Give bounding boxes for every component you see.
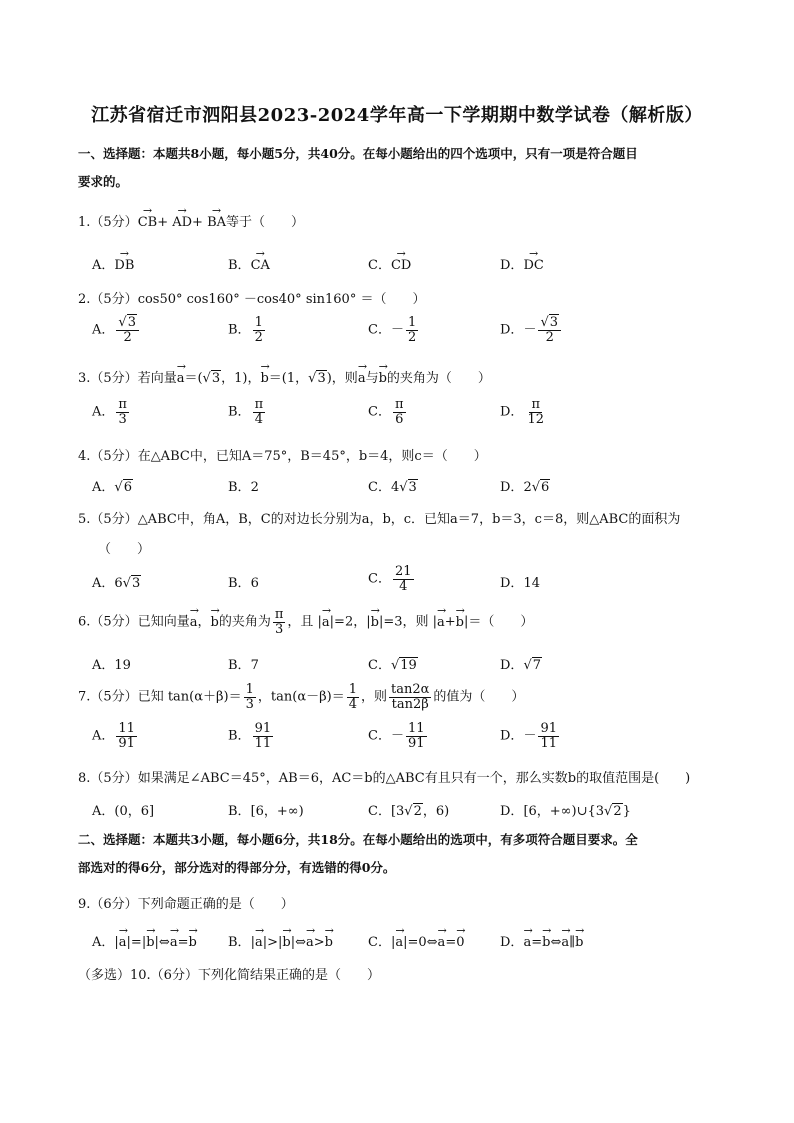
q4-option-d[interactable]: D．2√6 <box>500 480 550 495</box>
q5-option-c[interactable]: C． $\frac{21}{4}$ <box>368 564 412 594</box>
q1-option-c[interactable]: C．→ CD <box>368 254 411 273</box>
q2-option-c[interactable]: C．－ $\frac{1}{2}$ <box>368 315 417 345</box>
q5-option-a[interactable]: A．6√3 <box>92 576 141 591</box>
q2-option-d[interactable]: D．－ $\frac{√3}{2}$ <box>500 316 563 344</box>
q6-option-d[interactable]: D．√7 <box>500 658 542 673</box>
q5-option-d[interactable]: D．14 <box>500 576 540 591</box>
vector-ba: → BA <box>207 215 226 230</box>
q8-option-a[interactable]: A．(0，6] <box>92 804 155 819</box>
q6-option-a[interactable]: A．19 <box>92 658 131 673</box>
q4-option-c[interactable]: C．4√3 <box>368 480 417 495</box>
q6-option-b[interactable]: B．7 <box>228 658 259 673</box>
q1-option-b[interactable]: B．→ CA <box>228 254 270 273</box>
q9-option-d[interactable]: D．→ a=→ b⇔→ a∥→ b <box>500 931 583 950</box>
section-1-line-1: 一、选择题：本题共8小题，每小题5分，共40分。在每小题给出的四个选项中，只有一项是符合题目 <box>78 146 638 161</box>
question-2: 2.（5分）cos50° cos160° －cos40° sin160° ＝（ ） <box>78 292 426 307</box>
q2-option-a[interactable]: A． $\frac{√3}{2}$ <box>92 316 141 344</box>
section-2-line-1: 二、选择题：本题共3小题，每小题6分，共18分。在每小题给出的选项中，有多项符合题目要求。全 <box>78 832 638 847</box>
q2-option-b[interactable]: B． $\frac{1}{2}$ <box>228 315 263 345</box>
q7-option-b[interactable]: B． $\frac{91}{11}$ <box>228 721 272 751</box>
question-10: （多选）10.（6分）下列化简结果正确的是（ ） <box>78 968 380 983</box>
q3-option-a[interactable]: A． $\frac{\pi}{3}$ <box>92 397 127 427</box>
q4-option-b[interactable]: B．2 <box>228 480 259 495</box>
q8-option-b[interactable]: B．[6，+∞) <box>228 804 304 819</box>
q5-option-b[interactable]: B．6 <box>228 576 259 591</box>
q7-option-a[interactable]: A． $\frac{11}{91}$ <box>92 721 135 751</box>
q8-option-c[interactable]: C．[3√2，6) <box>368 804 450 819</box>
q9-option-c[interactable]: C．|→ a|=0⇔→ a=→ 0 <box>368 931 465 950</box>
section-2-line-2: 部选对的得6分，部分选对的得部分分，有选错的得0分。 <box>78 860 396 875</box>
q9-option-a[interactable]: A．|→ a|=|→ b|⇔→ a=→ b <box>92 931 197 950</box>
question-7: 7.（5分）已知 tan(α＋β)＝ $\frac{1}{3}$ ，tan(α－β)＝ $\frac{1}{4}$ ，则 $\frac{\tan 2\alpha}{\tan 2\beta}$ 的值为（ ） <box>78 682 525 712</box>
q3-option-c[interactable]: C． $\frac{\pi}{6}$ <box>368 397 404 427</box>
q3-option-d[interactable]: D． $\frac{\pi}{12}$ <box>500 397 544 427</box>
q1-option-a[interactable]: A．→ DB <box>92 254 134 273</box>
question-9: 9.（6分）下列命题正确的是（ ） <box>78 897 294 912</box>
question-1: 1.（5分）→ CB+ → AD+ → BA等于（ ） <box>78 211 304 230</box>
vector-cb: → CB <box>138 215 158 230</box>
q1-option-d[interactable]: D．→ DC <box>500 254 544 273</box>
q7-option-c[interactable]: C．－ $\frac{11}{91}$ <box>368 721 425 751</box>
question-5-continuation: （ ） <box>98 542 151 557</box>
section-2-instructions <box>78 826 728 882</box>
section-1-instructions <box>78 140 728 196</box>
q4-option-a[interactable]: A．√6 <box>92 480 132 495</box>
q6-option-c[interactable]: C．√19 <box>368 658 417 673</box>
section-1-line-2: 要求的。 <box>78 174 129 189</box>
question-3: 3.（5分）若向量→ a＝(√3，1)，→ b＝(1，√3)，则→ a与→ b的夹角为（ ） <box>78 367 491 386</box>
q3-option-b[interactable]: B． $\frac{\pi}{4}$ <box>228 397 264 427</box>
q9-option-b[interactable]: B．|→ a|>|→ b|⇔→ a>→ b <box>228 931 333 950</box>
question-8: 8.（5分）如果满足∠ABC＝45°，AB＝6，AC＝b的△ABC有且只有一个，那么实数b的取值范围是( ) <box>78 771 691 786</box>
vector-ad: → AD <box>172 215 192 230</box>
q7-option-d[interactable]: D．－ $\frac{91}{11}$ <box>500 721 557 751</box>
q8-option-d[interactable]: D．[6，+∞)∪{3√2} <box>500 804 631 819</box>
page-title: 江苏省宿迁市泗阳县2023-2024学年高一下学期期中数学试卷（解析版） <box>91 105 703 126</box>
question-6: 6.（5分）已知向量→ a，→ b的夹角为 $\frac{\pi}{3}$ ，且 |→ a|=2，|→ b|=3，则 |→ a+→ b|＝（ ） <box>78 608 533 636</box>
question-4: 4.（5分）在△ABC中，已知A＝75°，B＝45°，b＝4，则c＝（ ） <box>78 449 487 464</box>
question-5: 5.（5分）△ABC中，角A，B，C的对边长分别为a，b，c．已知a＝7，b＝3，c＝8，则△ABC的面积为 <box>78 512 681 527</box>
